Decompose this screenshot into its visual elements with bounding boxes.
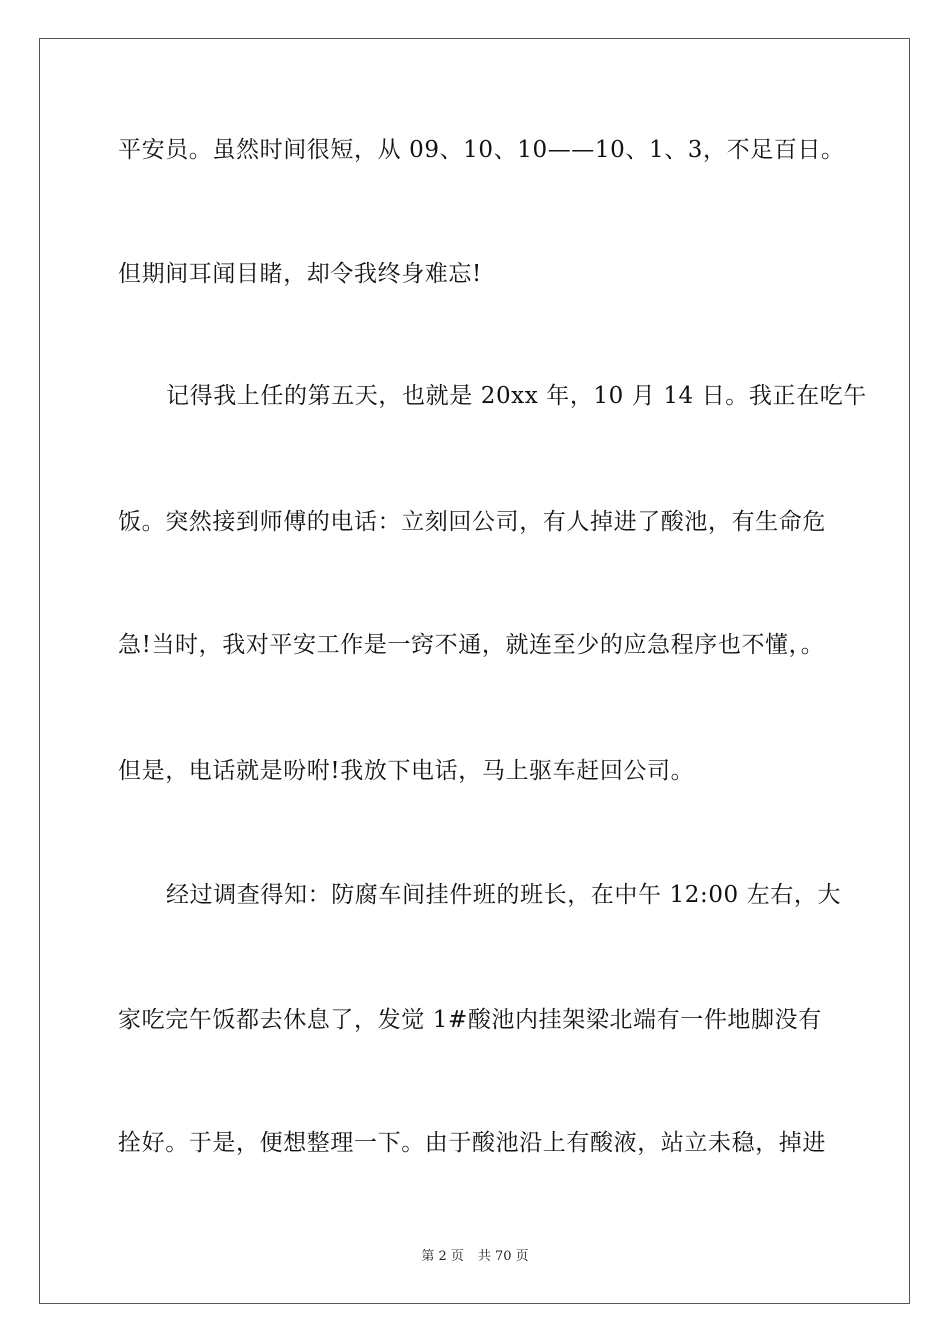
page-number: 第 2 页 [421, 1249, 464, 1264]
text-line: 但是，电话就是吩咐!我放下电话，马上驱车赶回公司。 [118, 758, 695, 784]
paragraph-start-line: 记得我上任的第五天，也就是 20xx 年，10 月 14 日。我正在吃午 [166, 383, 867, 409]
total-pages: 共 70 页 [477, 1249, 529, 1264]
page-border [39, 38, 910, 1304]
paragraph-start-line: 经过调查得知：防腐车间挂件班的班长，在中午 12:00 左右，大 [166, 882, 842, 908]
text-line: 家吃完午饭都去休息了，发觉 1#酸池内挂架梁北端有一件地脚没有 [118, 1007, 822, 1033]
text-line: 饭。突然接到师傅的电话：立刻回公司，有人掉进了酸池，有生命危 [118, 509, 826, 535]
text-line: 平安员。虽然时间很短，从 09、10、10——10、1、3，不足百日。 [118, 137, 845, 163]
text-line: 但期间耳闻目睹，却令我终身难忘! [118, 261, 482, 287]
text-line: 拴好。于是，便想整理一下。由于酸池沿上有酸液，站立未稳，掉进 [118, 1130, 826, 1156]
page-footer [0, 1248, 950, 1266]
text-line: 急!当时，我对平安工作是一窍不通，就连至少的应急程序也不懂，。 [118, 632, 825, 658]
